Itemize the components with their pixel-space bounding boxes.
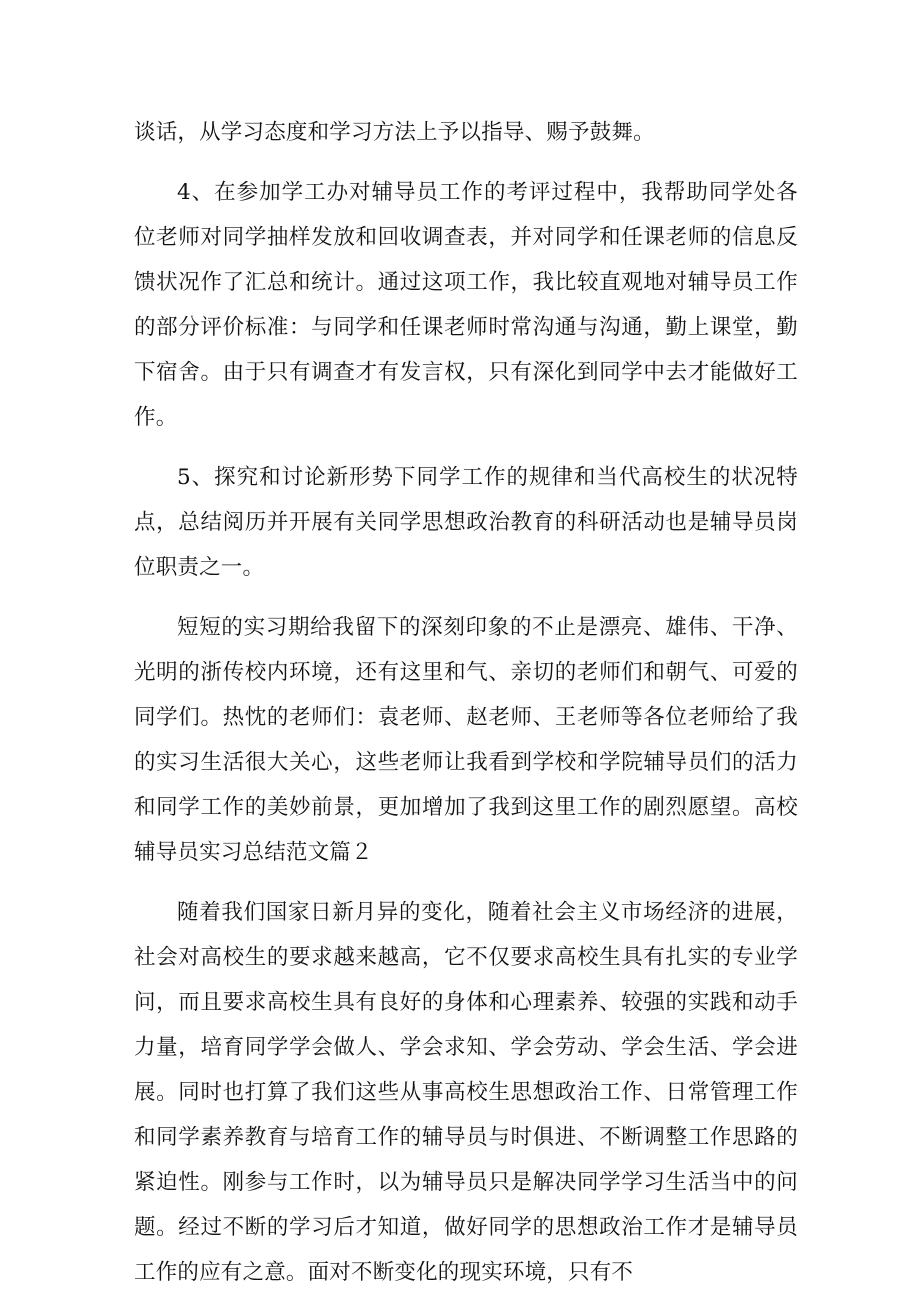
document-body bbox=[134, 110, 798, 1310]
paragraph-2: 4、在参加学工办对辅导员工作的考评过程中，我帮助同学处各位老师对同学抽样发放和回收调查表，并对同学和任课老师的信息反馈状况作了汇总和统计。通过这项工作，我比较直观地对辅导员工作的部分评价标准：与同学和任课老师时常沟通与沟通，勤上课堂，勤下宿舍。由于只有调查才有发言权，只有深化到同学中去才能做好工作。 bbox=[134, 180, 798, 430]
paragraph-3: 5、探究和讨论新形势下同学工作的规律和当代高校生的状况特点，总结阅历并开展有关同学思想政治教育的科研活动也是辅导员岗位职责之一。 bbox=[134, 465, 798, 580]
paragraph-4: 短短的实习期给我留下的深刻印象的不止是漂亮、雄伟、干净、光明的浙传校内环境，还有这里和气、亲切的老师们和朝气、可爱的同学们。热忱的老师们：袁老师、赵老师、王老师等各位老师给了我的实习生活很大关心，这些老师让我看到学校和学院辅导员们的活力和同学工作的美妙前景，更加增加了我到这里工作的剧烈愿望。高校辅导员实习总结范文篇２ bbox=[134, 615, 798, 865]
paragraph-5: 随着我们国家日新月异的变化，随着社会主义市场经济的进展，社会对高校生的要求越来越高，它不仅要求高校生具有扎实的专业学问，而且要求高校生具有良好的身体和心理素养、较强的实践和动手力量，培育同学学会做人、学会求知、学会劳动、学会生活、学会进展。同时也打算了我们这些从事高校生思想政治工作、日常管理工作和同学素养教育与培育工作的辅导员与时俱进、不断调整工作思路的紧迫性。刚参与工作时，以为辅导员只是解决同学学习生活当中的问题。经过不断的学习后才知道，做好同学的思想政治工作才是辅导员工作的应有之意。面对不断变化的现实环境，只有不 bbox=[134, 900, 798, 1285]
paragraph-1: 谈话，从学习态度和学习方法上予以指导、赐予鼓舞。 bbox=[134, 120, 655, 145]
